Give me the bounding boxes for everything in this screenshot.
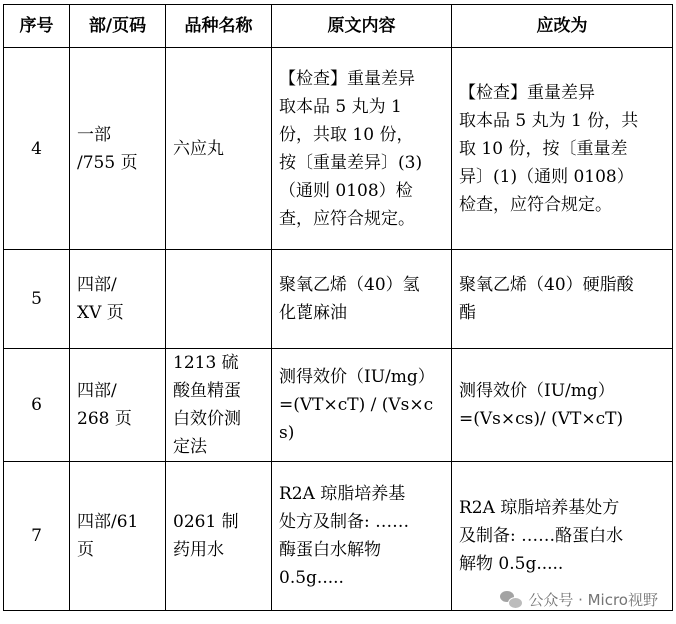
row-name bbox=[166, 250, 272, 349]
row-original: 【检查】重量差异 取本品 5 丸为 1 份，共取 10 份， 按〔重量差异〕(3) （通则 0108）检 查，应符合规定。 bbox=[272, 48, 452, 250]
row-page: 四部/ XV 页 bbox=[70, 250, 166, 349]
watermark-text: 公众号 · Micro视野 bbox=[528, 591, 658, 609]
row-no: 6 bbox=[4, 349, 70, 462]
header-page: 部/页码 bbox=[70, 5, 166, 48]
wechat-icon bbox=[500, 591, 522, 609]
row-corrected: 【检查】重量差异 取本品 5 丸为 1 份，共 取 10 份，按〔重量差 异〕(1)（通则 0108） 检查，应符合规定。 bbox=[452, 48, 673, 250]
header-corrected: 应改为 bbox=[452, 5, 673, 48]
errata-table bbox=[3, 4, 673, 611]
watermark bbox=[500, 589, 658, 610]
row-no: 4 bbox=[4, 48, 70, 250]
row-original: 聚氧乙烯（40）氢 化蓖麻油 bbox=[272, 250, 452, 349]
row-corrected: 聚氧乙烯（40）硬脂酸 酯 bbox=[452, 250, 673, 349]
row-original: R2A 琼脂培养基 处方及制备: …… 酶蛋白水解物 0.5g..... bbox=[272, 462, 452, 611]
header-original: 原文内容 bbox=[272, 5, 452, 48]
table-row bbox=[4, 250, 673, 349]
header-no: 序号 bbox=[4, 5, 70, 48]
row-page: 四部/61 页 bbox=[70, 462, 166, 611]
header-row bbox=[4, 5, 673, 48]
row-no: 7 bbox=[4, 462, 70, 611]
row-no: 5 bbox=[4, 250, 70, 349]
row-corrected: R2A 琼脂培养基处方 及制备: ……酪蛋白水 解物 0.5g..... bbox=[452, 462, 673, 611]
row-page: 一部 /755 页 bbox=[70, 48, 166, 250]
row-name: 六应丸 bbox=[166, 48, 272, 250]
row-name: 0261 制 药用水 bbox=[166, 462, 272, 611]
table-row bbox=[4, 48, 673, 250]
table-row bbox=[4, 349, 673, 462]
header-name: 品种名称 bbox=[166, 5, 272, 48]
row-page: 四部/ 268 页 bbox=[70, 349, 166, 462]
row-corrected: 测得效价（IU/mg） =(Vs×cs)/ (VT×cT) bbox=[452, 349, 673, 462]
row-name: 1213 硫 酸鱼精蛋 白效价测 定法 bbox=[166, 349, 272, 462]
row-original: 测得效价（IU/mg） =(VT×cT) / (Vs×cs) bbox=[272, 349, 452, 462]
